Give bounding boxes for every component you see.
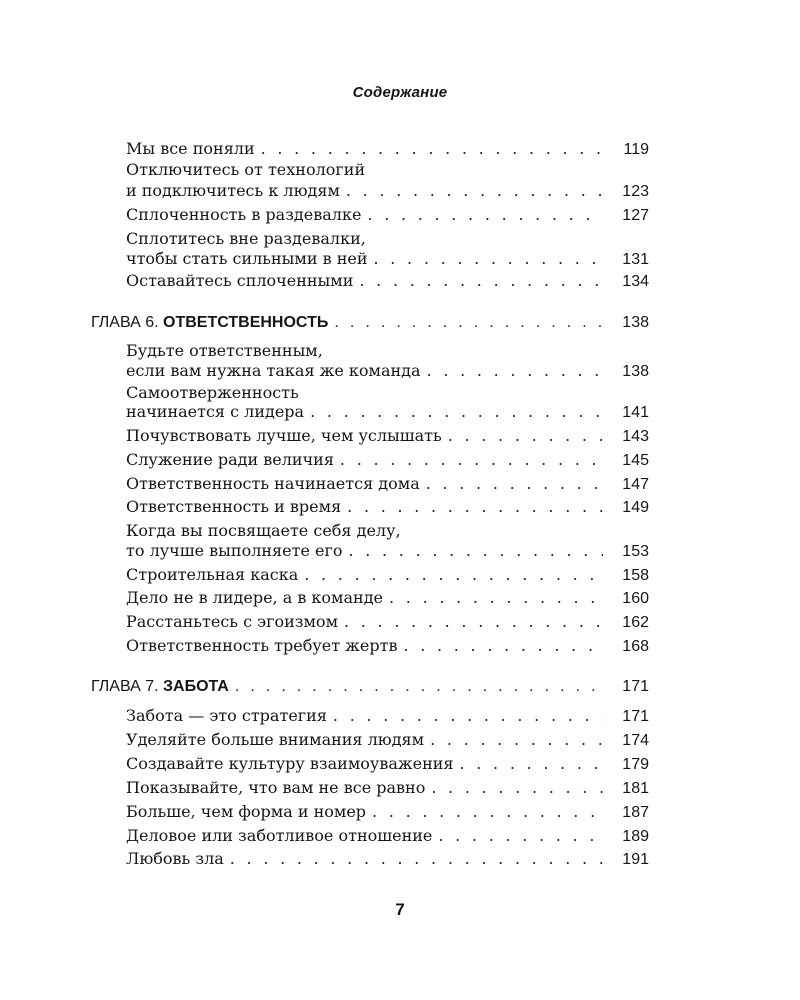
toc-entry-title: то лучше выполняете его: [126, 541, 343, 560]
toc-entry[interactable]: [126, 204, 649, 226]
toc-entry[interactable]: [126, 540, 649, 562]
toc-page-number: 141: [622, 404, 649, 421]
dot-leader: [426, 473, 603, 495]
dot-leader: [340, 449, 603, 471]
toc-entry-title: начинается с лидера: [126, 402, 305, 421]
toc-entry[interactable]: [126, 401, 649, 423]
toc-entry-title: Строительная каска: [126, 565, 299, 584]
toc-page-number: 131: [622, 251, 649, 268]
toc-entry[interactable]: [126, 587, 649, 609]
toc-entry-title-line[interactable]: Будьте ответственным,: [126, 341, 323, 360]
chapter-heading: [91, 676, 229, 698]
chapter-label: ГЛАВА 7.: [91, 678, 159, 695]
toc-entry-title: и подключитесь к людям: [126, 181, 340, 200]
toc-entry[interactable]: [126, 449, 649, 471]
toc-entry-title: Ответственность начинается дома: [126, 474, 420, 493]
toc-entry[interactable]: [126, 564, 649, 586]
toc-page-number: 179: [622, 756, 649, 773]
chapter-label: ГЛАВА 6.: [91, 314, 159, 331]
toc-page-number: 143: [622, 428, 649, 445]
toc-entry[interactable]: [126, 496, 649, 518]
toc-page-number: 153: [622, 543, 649, 560]
toc-page-number: 174: [622, 732, 649, 749]
toc-page-number: 138: [622, 314, 649, 331]
chapter-title: ЗАБОТА: [163, 678, 229, 695]
toc-entry[interactable]: [126, 753, 649, 775]
toc-entry-title: Создавайте культуру взаимоуважения: [126, 754, 454, 773]
toc-page-number: 134: [622, 273, 649, 290]
toc-page-number: 147: [622, 476, 649, 493]
toc-entry[interactable]: [126, 180, 649, 202]
dot-leader: [359, 270, 603, 292]
toc-entry[interactable]: [126, 473, 649, 495]
toc-page-number: 168: [622, 638, 649, 655]
toc-page-number: 127: [622, 207, 649, 224]
chapter-entry[interactable]: [91, 312, 649, 334]
toc-entry-title: Деловое или заботливое отношение: [126, 826, 433, 845]
dot-leader: [438, 825, 603, 847]
dot-leader: [448, 425, 603, 447]
dot-leader: [374, 248, 604, 270]
toc-entry-title: Забота — это стратегия: [126, 706, 327, 725]
toc-entry[interactable]: [126, 611, 649, 633]
toc-entry-title: Расстаньтесь с эгоизмом: [126, 612, 339, 631]
toc-entry-title-line[interactable]: Самоотверженность: [126, 383, 299, 402]
toc-entry-title: Дело не в лидере, а в команде: [126, 588, 384, 607]
dot-leader: [230, 848, 603, 870]
toc-entry-title-line[interactable]: Когда вы посвящаете себя делу,: [126, 521, 401, 540]
toc-page-number: 181: [622, 780, 649, 797]
toc-entry[interactable]: [126, 270, 649, 292]
dot-leader: [431, 777, 603, 799]
toc-page-number: 158: [622, 567, 649, 584]
toc-entry[interactable]: [126, 729, 649, 751]
dot-leader: [344, 611, 603, 633]
toc-page-number: 123: [622, 183, 649, 200]
toc-page-number: 138: [622, 363, 649, 380]
toc-page-number: 149: [622, 499, 649, 516]
toc-entry-title: Мы все поняли: [126, 139, 255, 158]
dot-leader: [427, 360, 603, 382]
toc-entry[interactable]: [126, 635, 649, 657]
dot-leader: [346, 180, 603, 202]
toc-entry-title: Показывайте, что вам не все равно: [126, 778, 426, 797]
toc-page-number: 119: [623, 141, 649, 158]
toc-entry[interactable]: [126, 360, 649, 382]
toc-entry-title: Служение ради величия: [126, 450, 334, 469]
toc-page-number: 171: [622, 708, 649, 725]
dot-leader: [310, 401, 603, 423]
toc-page-number: 187: [622, 804, 649, 821]
toc-entry-title-line[interactable]: Сплотитесь вне раздевалки,: [126, 229, 366, 248]
toc-entry[interactable]: [126, 248, 649, 270]
toc-entry-title-line[interactable]: Отключитесь от технологий: [126, 160, 366, 179]
toc-page-number: 160: [622, 590, 649, 607]
dot-leader: [403, 635, 603, 657]
toc-entry[interactable]: [126, 777, 649, 799]
toc-entry-title: Сплоченность в раздевалке: [126, 205, 362, 224]
dot-leader: [430, 729, 603, 751]
dot-leader: [334, 312, 603, 334]
dot-leader: [367, 204, 603, 226]
chapter-title: ОТВЕТСТВЕННОСТЬ: [163, 314, 329, 331]
running-header: Содержание: [352, 84, 448, 101]
toc-page-number: 162: [622, 614, 649, 631]
toc-entry[interactable]: [126, 825, 649, 847]
toc-entry-title: если вам нужна такая же команда: [126, 361, 421, 380]
toc-entry-title: Любовь зла: [126, 849, 224, 868]
toc-entry-title: чтобы стать сильными в ней: [126, 249, 368, 268]
dot-leader: [235, 676, 603, 698]
toc-entry-title: Ответственность требует жертв: [126, 636, 398, 655]
dot-leader: [304, 564, 603, 586]
chapter-heading: [91, 312, 328, 334]
toc-entry[interactable]: [126, 138, 649, 160]
toc-entry[interactable]: [126, 705, 649, 727]
chapter-entry[interactable]: [91, 676, 649, 698]
toc-entry-title: Больше, чем форма и номер: [126, 802, 367, 821]
dot-leader: [333, 705, 603, 727]
dot-leader: [460, 753, 604, 775]
dot-leader: [372, 801, 603, 823]
dot-leader: [389, 587, 603, 609]
toc-entry[interactable]: [126, 848, 649, 870]
toc-entry-title: Ответственность и время: [126, 497, 342, 516]
page-number: 7: [395, 900, 405, 919]
toc-entry[interactable]: [126, 801, 649, 823]
dot-leader: [347, 496, 603, 518]
toc-page-number: 189: [622, 828, 649, 845]
dot-leader: [348, 540, 603, 562]
toc-entry-title: Почувствовать лучше, чем услышать: [126, 426, 442, 445]
toc-entry[interactable]: [126, 425, 649, 447]
toc-page-number: 171: [622, 678, 649, 695]
toc-entry-title: Оставайтесь сплоченными: [126, 271, 354, 290]
toc-entry-title: Уделяйте больше внимания людям: [126, 730, 425, 749]
toc-page-number: 145: [622, 452, 649, 469]
toc-page-number: 191: [622, 851, 649, 868]
dot-leader: [261, 138, 603, 160]
